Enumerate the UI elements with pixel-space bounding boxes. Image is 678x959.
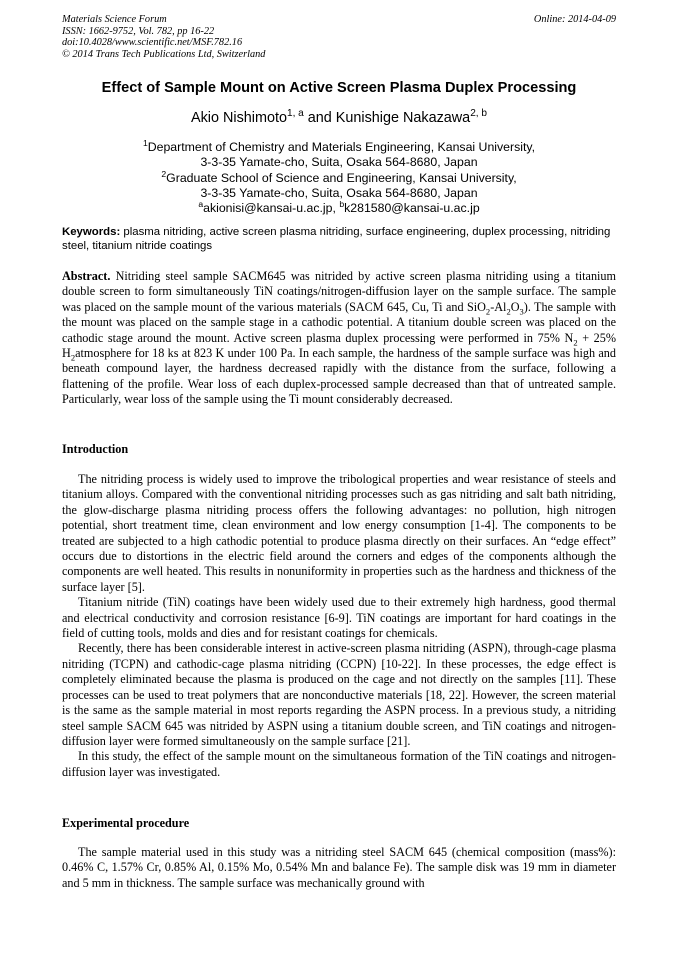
online-date: Online: 2014-04-09 (533, 14, 616, 25)
email-b-link[interactable]: k281580@kansai-u.ac.jp (344, 201, 480, 216)
journal-doi: doi:10.4028/www.scientific.net/MSF.782.16 (62, 37, 243, 48)
author-line (40, 110, 638, 126)
author-2: Kunishige Nakazawa (335, 110, 471, 126)
abstract (62, 269, 616, 408)
abstract-label: Abstract. (62, 269, 111, 283)
introduction-heading: Introduction (62, 442, 129, 456)
intro-paragraph-2: Titanium nitride (TiN) coatings have been widely used due to their extremely high hardness, good thermal and electrical conductivity and corrosion resistance [6-9]. TiN coatings are important for hard coatings in the field of cutting tools, molds and dies and for resistant coatings for chemicals. (62, 595, 616, 641)
journal-header (62, 14, 616, 60)
author-1: Akio Nishimoto (190, 110, 287, 126)
intro-paragraph-4: In this study, the effect of the sample mount on the simultaneous formation of the TiN coatings and nitrogen-diffusion layer was investigated. (62, 749, 616, 779)
experimental-body (62, 845, 616, 891)
author-2-superscript: 2, b (470, 108, 488, 120)
journal-copyright: © 2014 Trans Tech Publications Ltd, Switzerland (62, 48, 266, 60)
email-a-link[interactable]: akionisi@kansai-u.ac.jp (203, 201, 333, 216)
author-conjunction: and (303, 110, 336, 126)
affiliation-1-superscript: 1 (142, 137, 148, 148)
abstract-paragraph: Abstract. Nitriding steel sample SACM645 was nitrided by active screen plasma nitriding using a titanium double screen to form simultaneously TiN coatings/nitrogen-diffusion layer on the sample surface. The sample was placed on the sample mount of the various materials (SACM 645, Cu, Ti and $SiO_2-Al_2O_3$). The sample with the mount was placed on the sample stage in a cathodic potential. A titanium double screen was placed on the cathodic stage around the mount. Active screen plasma duplex processing were performed in 75% $N_2 + 25\%$ $H_2atmosphere$ for 18 ks at 823 K under 100 Pa. In each sample, the hardness of the sample surface was high and beneath compound layer, the hardness decreased rapidly with the distance from the surface, following a flattening of the profile. Wear loss of each duplex-processed sample decreased than that of untreated sample. Particularly, wear loss of the sample using the Ti mount considerably decreased. (62, 269, 617, 407)
journal-name: Materials Science Forum (62, 14, 167, 25)
journal-issn: ISSN: 1662-9752, Vol. 782, pp 16-22 (62, 25, 215, 37)
intro-paragraph-1: The nitriding process is widely used to improve the tribological properties and wear resistance of steels and titanium alloys. Compared with the conventional nitriding processes such as gas nitriding and salt bath nitriding, the glow-discharge plasma nitriding process offers the following advantages: no pollution, high nitrogen potential, short treatment time, clean environment and low energy consumption [1-4]. The components to be treated are subjected to a high cathodic potential to produce plasma directly on their surfaces. An “edge effect” occurs due to distortions in the electric field around the corners and edges of the components although the components are well heated. This results in nonuniformity in properties such as the hardness and thickness of the surface layer [5]. (62, 472, 616, 594)
keywords-text: plasma nitriding, active screen plasma nitriding, surface engineering, duplex processing, nitriding steel, titanium nitride coatings (62, 226, 611, 252)
intro-paragraph-3: Recently, there has been considerable interest in active-screen plasma nitriding (ASPN), through-cage plasma nitriding (TCPN) and cathodic-cage plasma nitriding (CCPN) [10-22]. In these processes, the edge effect is completely eliminated because the plasma is produced on the cage and not directly on the samples [11]. These processes can be used to treat polymers that are nonconductive materials [18, 22]. However, the screen material is the same as the sample material in most reports regarding the ASPN process. In a previous study, a nitriding steel sample SACM 645 was nitrided by ASPN using a titanium double screen, and TiN coatings and nitrogen-diffusion layer were formed simultaneously on the sample surface [21]. (62, 641, 616, 748)
affiliation-2-line-2: 3-3-35 Yamate-cho, Suita, Osaka 564-8680, Japan (200, 185, 478, 200)
affiliation-2-line-1: $^2$Graduate School of Science and Engineering, Kansai University, (161, 168, 517, 185)
experimental-heading: Experimental procedure (62, 816, 190, 830)
keywords (62, 225, 616, 253)
experimental-paragraph-1: The sample material used in this study was a nitriding steel SACM 645 (chemical composition (mass%): 0.46% C, 1.57% Cr, 0.85% Al, 0.15% Mo, 0.54% Mn and balance Fe). The sample disk was 19 mm in diameter and 5 mm in thickness. The sample surface was mechanically ground with (62, 845, 616, 890)
introduction-body (62, 472, 616, 780)
paper-title: Effect of Sample Mount on Active Screen Plasma Duplex Processing (101, 80, 577, 96)
affiliations (40, 137, 638, 216)
affiliation-1-line-1: $^1$Department of Chemistry and Materials Engineering, Kansai University, (142, 137, 536, 154)
affiliation-1-line-2: 3-3-35 Yamate-cho, Suita, Osaka 564-8680, Japan (200, 155, 478, 170)
author-1-superscript: 1, a (286, 108, 304, 120)
affiliation-2-superscript: 2 (161, 168, 167, 179)
keywords-label: Keywords: (62, 226, 121, 238)
author-emails: $^a$akionisi@kansai-u.ac.jp, $^b$k281580@kansai-u.ac.jp (198, 199, 480, 216)
